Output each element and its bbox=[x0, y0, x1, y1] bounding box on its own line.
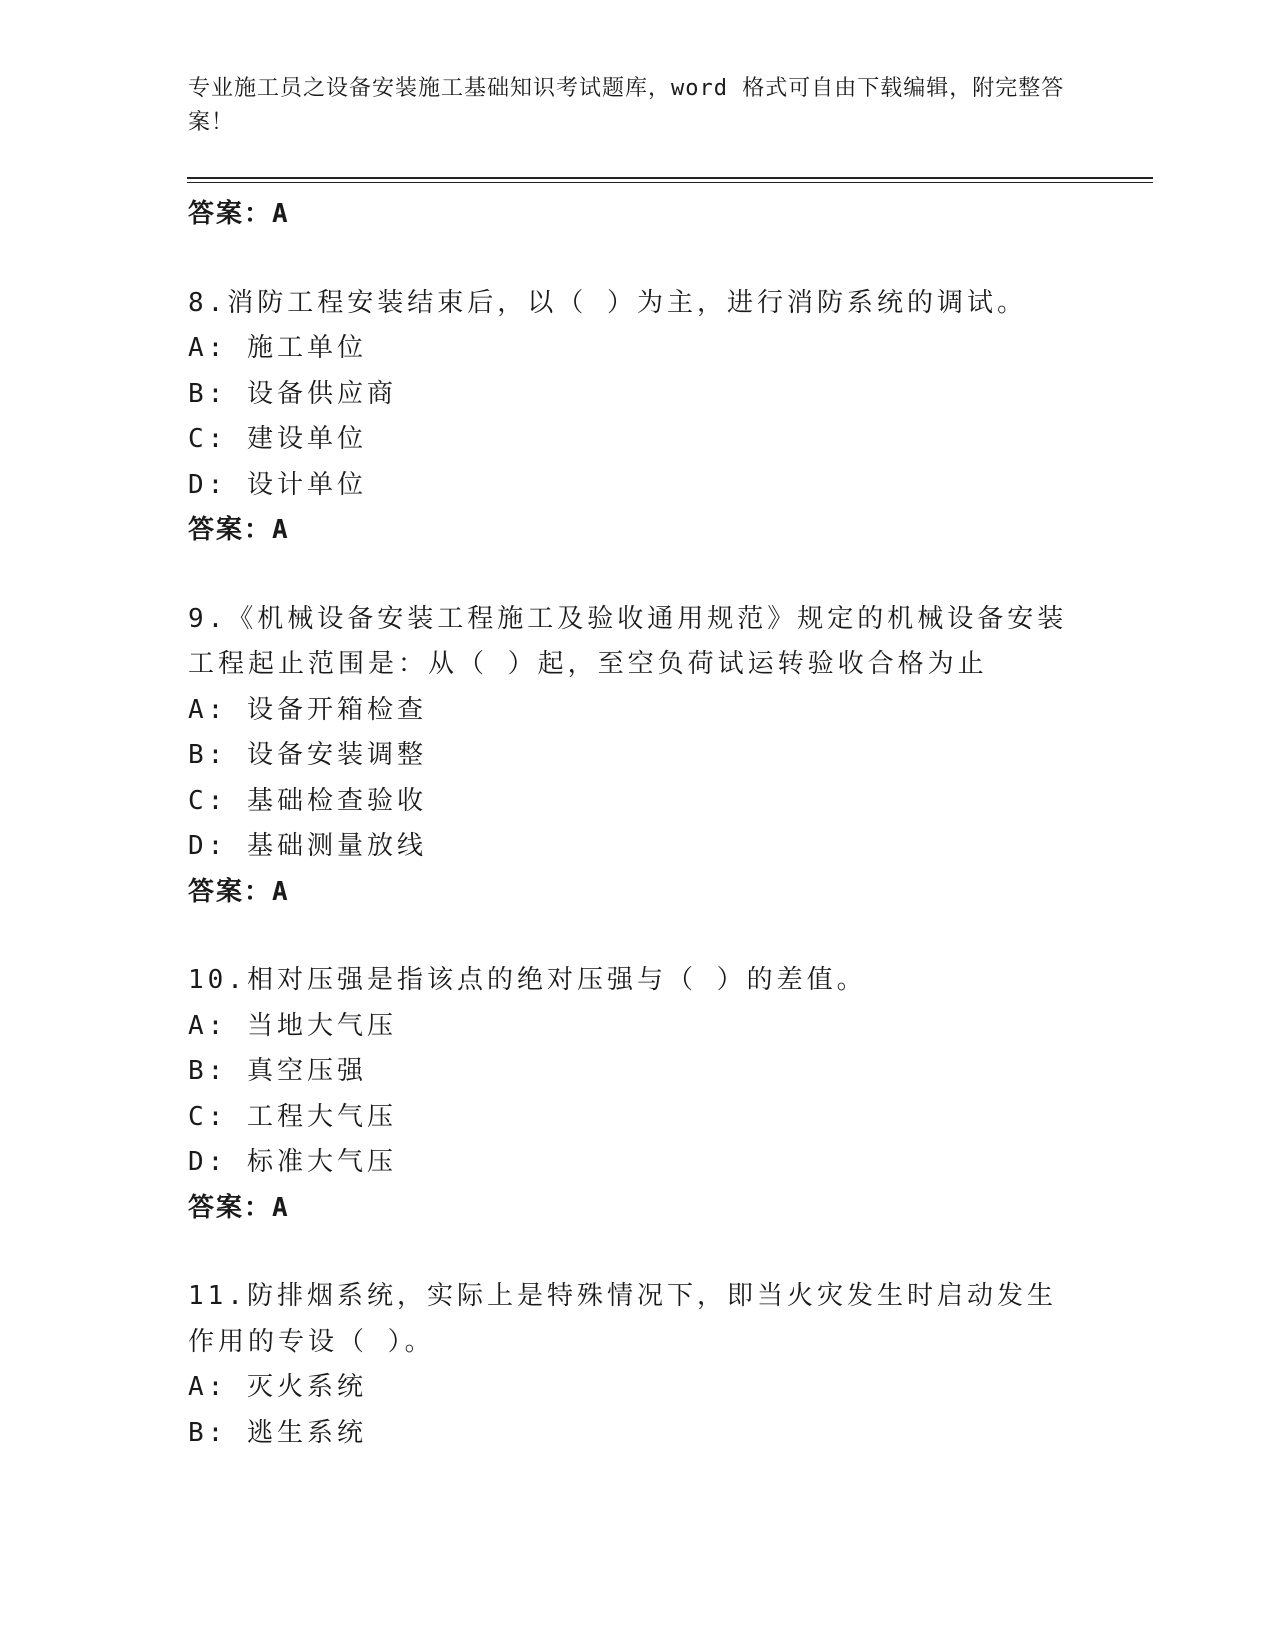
question-block bbox=[188, 1274, 1088, 1456]
header-rule-thick bbox=[187, 177, 1153, 179]
answer-line: 答案：A bbox=[188, 199, 290, 229]
option-c: C: 建设单位 bbox=[188, 424, 367, 454]
option-a: A: 当地大气压 bbox=[188, 1010, 397, 1041]
option-a: A: 灭火系统 bbox=[188, 1372, 367, 1402]
question-stem: 8.消防工程安装结束后，以（ ）为主，进行消防系统的调试。 bbox=[188, 287, 1027, 318]
page-header-text: 专业施工员之设备安装施工基础知识考试题库，word 格式可自由下载编辑，附完整答案！ bbox=[188, 76, 1065, 135]
question-stem: 9.《机械设备安装工程施工及验收通用规范》规定的机械设备安装工程起止范围是：从（ ）起，至空负荷试运转验收合格为止 bbox=[188, 603, 1068, 679]
option-c: C: 基础检查验收 bbox=[188, 785, 427, 816]
question-stem: 11.防排烟系统，实际上是特殊情况下，即当火灾发生时启动发生作用的专设（ ）。 bbox=[188, 1281, 1057, 1357]
header-rule-thin bbox=[187, 182, 1153, 183]
question-list bbox=[188, 192, 1088, 1456]
option-b: B: 设备安装调整 bbox=[188, 740, 427, 770]
question-block bbox=[188, 281, 1088, 554]
option-d: D: 设计单位 bbox=[188, 469, 367, 500]
answer-line: 答案：A bbox=[188, 1192, 290, 1223]
question-block bbox=[188, 958, 1088, 1231]
option-d: D: 标准大气压 bbox=[188, 1147, 397, 1177]
option-b: B: 真空压强 bbox=[188, 1056, 367, 1086]
option-a: A: 设备开箱检查 bbox=[188, 694, 427, 725]
option-c: C: 工程大气压 bbox=[188, 1101, 397, 1132]
answer-line: 答案：A bbox=[188, 876, 290, 907]
answer-line: 答案：A bbox=[188, 515, 290, 545]
question-stem: 10.相对压强是指该点的绝对压强与（ ）的差值。 bbox=[188, 965, 867, 995]
option-b: B: 逃生系统 bbox=[188, 1417, 367, 1448]
option-b: B: 设备供应商 bbox=[188, 378, 397, 409]
option-a: A: 施工单位 bbox=[188, 333, 367, 363]
option-d: D: 基础测量放线 bbox=[188, 831, 427, 861]
question-block bbox=[188, 597, 1088, 916]
